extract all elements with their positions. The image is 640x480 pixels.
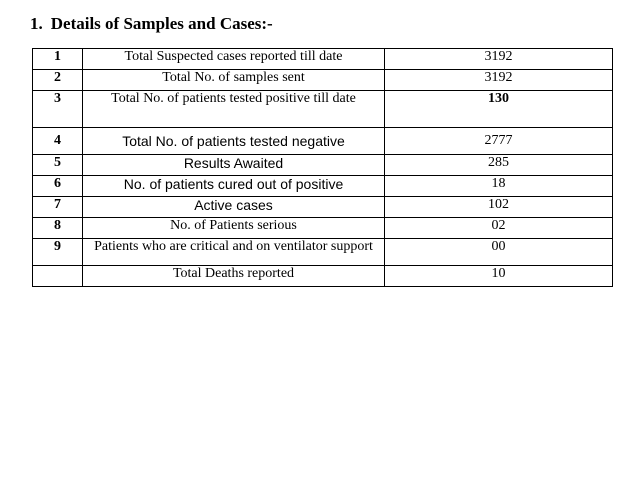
row-value: 130 bbox=[385, 91, 613, 128]
row-number: 5 bbox=[33, 155, 83, 176]
row-value: 3192 bbox=[385, 49, 613, 70]
row-label: Active cases bbox=[83, 197, 385, 218]
table-row bbox=[33, 176, 613, 197]
section-heading bbox=[30, 14, 273, 34]
table-row bbox=[33, 218, 613, 239]
samples-cases-table bbox=[32, 48, 613, 287]
row-number: 1 bbox=[33, 49, 83, 70]
row-label: Total No. of patients tested negative bbox=[83, 128, 385, 155]
row-label: Total Deaths reported bbox=[83, 266, 385, 287]
table-row bbox=[33, 49, 613, 70]
row-label: Total Suspected cases reported till date bbox=[83, 49, 385, 70]
row-value: 10 bbox=[385, 266, 613, 287]
row-value: 2777 bbox=[385, 128, 613, 155]
row-value: 285 bbox=[385, 155, 613, 176]
row-label: Total No. of samples sent bbox=[83, 70, 385, 91]
row-number: 3 bbox=[33, 91, 83, 128]
row-value: 00 bbox=[385, 239, 613, 266]
row-label: Total No. of patients tested positive till date bbox=[83, 91, 385, 128]
table-row bbox=[33, 239, 613, 266]
table-row bbox=[33, 91, 613, 128]
row-number: 2 bbox=[33, 70, 83, 91]
row-value: 18 bbox=[385, 176, 613, 197]
row-value: 3192 bbox=[385, 70, 613, 91]
table-row bbox=[33, 197, 613, 218]
row-number bbox=[33, 266, 83, 287]
row-label: Results Awaited bbox=[83, 155, 385, 176]
row-number: 9 bbox=[33, 239, 83, 266]
table-row bbox=[33, 155, 613, 176]
row-number: 4 bbox=[33, 128, 83, 155]
row-label: No. of Patients serious bbox=[83, 218, 385, 239]
row-number: 6 bbox=[33, 176, 83, 197]
table-row bbox=[33, 266, 613, 287]
row-label: No. of patients cured out of positive bbox=[83, 176, 385, 197]
section-number: 1. bbox=[30, 14, 43, 33]
table-row bbox=[33, 70, 613, 91]
row-label: Patients who are critical and on ventilator support bbox=[83, 239, 385, 266]
section-title: Details of Samples and Cases:- bbox=[50, 14, 273, 33]
table-row bbox=[33, 128, 613, 155]
row-value: 102 bbox=[385, 197, 613, 218]
row-value: 02 bbox=[385, 218, 613, 239]
row-number: 8 bbox=[33, 218, 83, 239]
row-number: 7 bbox=[33, 197, 83, 218]
